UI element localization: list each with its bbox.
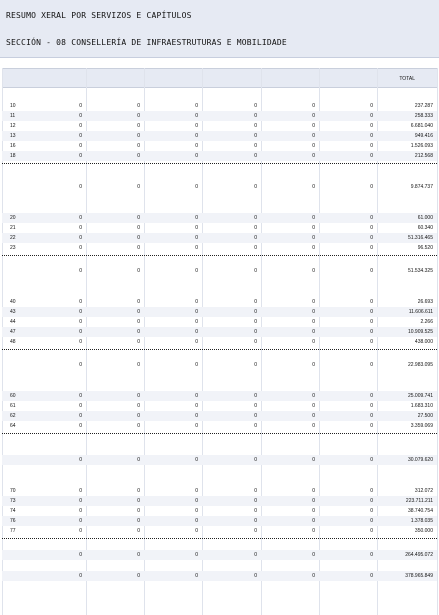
subtotal-row: [2, 550, 437, 560]
column-header: [144, 68, 202, 88]
table-cell: 0: [370, 457, 373, 463]
row-code: 47: [10, 329, 16, 335]
table-cell: 0: [195, 413, 198, 419]
table-cell: 0: [370, 235, 373, 241]
row-code: 40: [10, 299, 16, 305]
table-cell: 0: [137, 528, 140, 534]
summary-table: [2, 68, 437, 615]
table-cell: 0: [137, 215, 140, 221]
table-cell: 2.266: [420, 319, 433, 325]
table-cell: 0: [137, 413, 140, 419]
row-code: 22: [10, 235, 16, 241]
table-cell: 0: [254, 528, 257, 534]
table-cell: 0: [79, 319, 82, 325]
table-cell: 0: [312, 319, 315, 325]
table-cell: 0: [312, 184, 315, 190]
row-code: 76: [10, 518, 16, 524]
subtotal-row: [2, 266, 437, 276]
table-row: [2, 141, 437, 151]
table-row: [2, 411, 437, 421]
table-cell: 0: [79, 508, 82, 514]
table-cell: 0: [370, 423, 373, 429]
table-cell: 0: [137, 488, 140, 494]
table-row: [2, 516, 437, 526]
table-cell: 0: [137, 457, 140, 463]
table-cell: 0: [137, 508, 140, 514]
row-code: 77: [10, 528, 16, 534]
subtotal-row: [2, 182, 437, 192]
row-code: 13: [10, 133, 16, 139]
subtotal-row: [2, 360, 437, 370]
table-cell: 0: [195, 113, 198, 119]
table-cell: 0: [137, 184, 140, 190]
table-cell: 0: [79, 299, 82, 305]
table-cell: 0: [312, 143, 315, 149]
column-header: [261, 68, 319, 88]
table-cell: 0: [370, 113, 373, 119]
table-cell: 0: [195, 329, 198, 335]
column-header-label: TOTAL: [399, 76, 415, 82]
table-cell: 0: [312, 413, 315, 419]
table-cell: 0: [195, 508, 198, 514]
row-code: 60: [10, 393, 16, 399]
table-cell: 0: [312, 573, 315, 579]
table-cell: 0: [137, 299, 140, 305]
table-cell: 0: [79, 457, 82, 463]
table-row: [2, 151, 437, 161]
table-cell: 237.287: [414, 103, 433, 109]
table-cell: 312.072: [414, 488, 433, 494]
table-cell: 0: [137, 362, 140, 368]
table-cell: 0: [195, 235, 198, 241]
dotted-separator: [2, 538, 437, 539]
row-code: 61: [10, 403, 16, 409]
table-cell: 0: [370, 393, 373, 399]
table-row: [2, 337, 437, 347]
table-cell: 0: [312, 329, 315, 335]
table-cell: 212.568: [414, 153, 433, 159]
row-code: 23: [10, 245, 16, 251]
row-code: 74: [10, 508, 16, 514]
table-cell: 0: [137, 225, 140, 231]
table-cell: 0: [79, 245, 82, 251]
table-cell: 0: [254, 215, 257, 221]
table-cell: 1.683.310: [410, 403, 433, 409]
table-cell: 6.681.040: [410, 123, 433, 129]
table-cell: 0: [195, 215, 198, 221]
row-code: 10: [10, 103, 16, 109]
table-cell: 0: [195, 319, 198, 325]
table-cell: 0: [254, 573, 257, 579]
table-cell: 0: [254, 299, 257, 305]
table-cell: 0: [254, 488, 257, 494]
table-cell: 0: [195, 457, 198, 463]
table-cell: 0: [79, 573, 82, 579]
table-cell: 0: [370, 143, 373, 149]
table-cell: 0: [254, 113, 257, 119]
table-row: [2, 243, 437, 253]
table-cell: 0: [312, 498, 315, 504]
table-cell: 0: [79, 413, 82, 419]
table-cell: 0: [195, 362, 198, 368]
table-cell: 0: [137, 518, 140, 524]
table-cell: 0: [312, 133, 315, 139]
table-cell: 0: [79, 498, 82, 504]
table-cell: 0: [254, 153, 257, 159]
table-cell: 22.983.095: [407, 362, 433, 368]
dotted-separator: [2, 163, 437, 164]
row-code: 62: [10, 413, 16, 419]
table-cell: 0: [79, 393, 82, 399]
table-cell: 0: [312, 268, 315, 274]
table-cell: 0: [312, 103, 315, 109]
table-row: [2, 297, 437, 307]
table-cell: 0: [195, 552, 198, 558]
table-cell: 0: [137, 339, 140, 345]
table-cell: 0: [79, 113, 82, 119]
table-cell: 0: [312, 123, 315, 129]
table-cell: 0: [137, 113, 140, 119]
table-cell: 0: [370, 498, 373, 504]
table-cell: 264.495.072: [405, 552, 433, 558]
row-code: 21: [10, 225, 16, 231]
table-cell: 0: [254, 339, 257, 345]
table-cell: 350.000: [414, 528, 433, 534]
table-cell: 0: [137, 235, 140, 241]
table-cell: 0: [370, 245, 373, 251]
row-code: 73: [10, 498, 16, 504]
table-cell: 0: [312, 552, 315, 558]
table-cell: 0: [312, 362, 315, 368]
table-cell: 0: [370, 488, 373, 494]
table-cell: 10.909.525: [407, 329, 433, 335]
column-header: [202, 68, 261, 88]
table-cell: 0: [195, 123, 198, 129]
table-cell: 223.711.211: [405, 498, 433, 504]
table-cell: 0: [137, 268, 140, 274]
table-cell: 0: [312, 393, 315, 399]
table-cell: 0: [137, 423, 140, 429]
table-cell: 0: [79, 268, 82, 274]
column-header: [319, 68, 377, 88]
table-cell: 0: [79, 488, 82, 494]
table-cell: 0: [137, 552, 140, 558]
table-cell: 0: [195, 423, 198, 429]
table-cell: 258.333: [414, 113, 433, 119]
table-cell: 0: [254, 457, 257, 463]
table-cell: 0: [79, 103, 82, 109]
table-cell: 0: [370, 309, 373, 315]
table-cell: 0: [254, 552, 257, 558]
table-cell: 0: [79, 329, 82, 335]
table-cell: 949.416: [414, 133, 433, 139]
table-cell: 0: [370, 123, 373, 129]
table-cell: 25.009.741: [407, 393, 433, 399]
table-cell: 0: [195, 339, 198, 345]
table-cell: 0: [254, 413, 257, 419]
table-cell: 0: [79, 528, 82, 534]
table-cell: 0: [254, 362, 257, 368]
table-row: [2, 327, 437, 337]
table-cell: 0: [254, 393, 257, 399]
table-cell: 0: [312, 215, 315, 221]
table-cell: 0: [370, 508, 373, 514]
dotted-separator: [2, 433, 437, 434]
section-subtitle: SECCIÓN - 08 CONSELLERÍA DE INFRAESTRUTURAS E MOBILIDADE: [6, 38, 287, 47]
table-cell: 0: [312, 528, 315, 534]
table-cell: 27.500: [417, 413, 433, 419]
table-row: [2, 121, 437, 131]
table-cell: 0: [254, 498, 257, 504]
table-cell: 0: [195, 245, 198, 251]
table-cell: 0: [137, 573, 140, 579]
table-cell: 0: [312, 299, 315, 305]
table-cell: 0: [137, 393, 140, 399]
page-title: RESUMO XERAL POR SERVIZOS E CAPÍTULOS: [6, 11, 192, 20]
table-cell: 0: [137, 153, 140, 159]
table-cell: 3.359.069: [410, 423, 433, 429]
table-row: [2, 111, 437, 121]
report-header: [0, 0, 439, 58]
table-cell: 0: [370, 184, 373, 190]
table-cell: 0: [79, 133, 82, 139]
table-row: [2, 486, 437, 496]
table-row: [2, 223, 437, 233]
table-cell: 0: [312, 403, 315, 409]
table-cell: 0: [79, 423, 82, 429]
table-cell: 0: [137, 403, 140, 409]
table-cell: 0: [254, 329, 257, 335]
table-cell: 0: [370, 319, 373, 325]
table-cell: 0: [254, 508, 257, 514]
table-cell: 1.378.035: [410, 518, 433, 524]
row-code: 18: [10, 153, 16, 159]
table-cell: 0: [370, 103, 373, 109]
table-row: [2, 233, 437, 243]
table-cell: 0: [370, 403, 373, 409]
table-cell: 0: [137, 329, 140, 335]
table-cell: 0: [195, 518, 198, 524]
table-cell: 0: [79, 184, 82, 190]
table-cell: 0: [79, 552, 82, 558]
table-cell: 0: [195, 225, 198, 231]
table-cell: 0: [195, 573, 198, 579]
table-cell: 0: [137, 103, 140, 109]
table-cell: 0: [370, 339, 373, 345]
row-code: 11: [10, 113, 16, 119]
column-header: [86, 68, 144, 88]
grand-total-row: [2, 571, 437, 581]
table-cell: 0: [370, 573, 373, 579]
table-cell: 0: [195, 403, 198, 409]
table-cell: 9.874.737: [410, 184, 433, 190]
table-cell: 0: [312, 488, 315, 494]
column-divider: [437, 68, 438, 615]
table-cell: 0: [195, 528, 198, 534]
table-cell: 0: [195, 143, 198, 149]
table-cell: 26.693: [417, 299, 433, 305]
table-row: [2, 391, 437, 401]
table-row: [2, 506, 437, 516]
table-cell: 0: [79, 225, 82, 231]
table-cell: 0: [254, 403, 257, 409]
table-cell: 0: [312, 113, 315, 119]
table-cell: 378.965.849: [405, 573, 433, 579]
table-row: [2, 101, 437, 111]
table-cell: 30.079.620: [407, 457, 433, 463]
table-cell: 0: [195, 103, 198, 109]
table-cell: 0: [312, 153, 315, 159]
table-cell: 11.606.611: [408, 309, 433, 315]
table-cell: 0: [137, 319, 140, 325]
table-cell: 0: [312, 457, 315, 463]
table-row: [2, 401, 437, 411]
table-cell: 51.534.325: [407, 268, 433, 274]
table-row: [2, 317, 437, 327]
table-cell: 0: [137, 133, 140, 139]
table-cell: 0: [254, 225, 257, 231]
table-row: [2, 307, 437, 317]
table-cell: 0: [137, 143, 140, 149]
table-cell: 0: [79, 123, 82, 129]
table-cell: 1.526.093: [410, 143, 433, 149]
column-header: [2, 68, 86, 88]
table-cell: 0: [370, 362, 373, 368]
table-cell: 0: [254, 235, 257, 241]
table-cell: 0: [195, 153, 198, 159]
row-code: 12: [10, 123, 16, 129]
table-cell: 0: [370, 299, 373, 305]
table-cell: 60.340: [417, 225, 433, 231]
row-code: 64: [10, 423, 16, 429]
table-cell: 0: [370, 552, 373, 558]
table-cell: 0: [254, 184, 257, 190]
table-cell: 0: [254, 103, 257, 109]
table-cell: 0: [370, 153, 373, 159]
row-code: 16: [10, 143, 16, 149]
table-cell: 0: [254, 245, 257, 251]
table-cell: 0: [370, 225, 373, 231]
column-header: [377, 68, 437, 88]
table-cell: 0: [370, 528, 373, 534]
table-cell: 0: [370, 215, 373, 221]
table-cell: 0: [254, 309, 257, 315]
table-cell: 0: [137, 309, 140, 315]
table-cell: 0: [137, 498, 140, 504]
table-cell: 0: [79, 362, 82, 368]
row-code: 43: [10, 309, 16, 315]
dotted-separator: [2, 255, 437, 256]
row-code: 70: [10, 488, 16, 494]
table-cell: 0: [195, 133, 198, 139]
table-cell: 0: [370, 133, 373, 139]
table-cell: 0: [195, 393, 198, 399]
table-row: [2, 496, 437, 506]
table-cell: 0: [370, 518, 373, 524]
table-row: [2, 213, 437, 223]
table-cell: 0: [79, 339, 82, 345]
table-cell: 0: [79, 518, 82, 524]
table-cell: 0: [312, 508, 315, 514]
table-cell: 0: [312, 518, 315, 524]
table-cell: 0: [137, 123, 140, 129]
row-code: 20: [10, 215, 16, 221]
table-cell: 0: [79, 143, 82, 149]
table-cell: 0: [312, 225, 315, 231]
table-cell: 61.000: [417, 215, 433, 221]
table-row: [2, 131, 437, 141]
table-cell: 0: [254, 133, 257, 139]
table-cell: 0: [79, 215, 82, 221]
table-cell: 0: [79, 153, 82, 159]
table-cell: 96.520: [417, 245, 433, 251]
table-cell: 0: [254, 423, 257, 429]
table-cell: 0: [195, 268, 198, 274]
table-cell: 0: [79, 235, 82, 241]
table-cell: 0: [312, 423, 315, 429]
table-cell: 0: [312, 235, 315, 241]
table-row: [2, 526, 437, 536]
table-cell: 438.000: [414, 339, 433, 345]
table-cell: 0: [195, 488, 198, 494]
table-cell: 0: [312, 309, 315, 315]
table-cell: 0: [79, 403, 82, 409]
table-cell: 0: [195, 184, 198, 190]
table-cell: 51.316.465: [407, 235, 433, 241]
table-row: [2, 421, 437, 431]
table-cell: 0: [370, 268, 373, 274]
table-cell: 0: [370, 413, 373, 419]
table-cell: 0: [195, 309, 198, 315]
table-cell: 0: [312, 245, 315, 251]
table-cell: 38.740.754: [407, 508, 433, 514]
table-cell: 0: [254, 268, 257, 274]
table-cell: 0: [254, 518, 257, 524]
table-cell: 0: [195, 498, 198, 504]
table-cell: 0: [79, 309, 82, 315]
table-cell: 0: [370, 329, 373, 335]
dotted-separator: [2, 349, 437, 350]
table-cell: 0: [254, 319, 257, 325]
table-cell: 0: [254, 143, 257, 149]
table-cell: 0: [312, 339, 315, 345]
table-cell: 0: [137, 245, 140, 251]
table-cell: 0: [195, 299, 198, 305]
table-cell: 0: [254, 123, 257, 129]
row-code: 44: [10, 319, 16, 325]
subtotal-row: [2, 455, 437, 465]
row-code: 48: [10, 339, 16, 345]
